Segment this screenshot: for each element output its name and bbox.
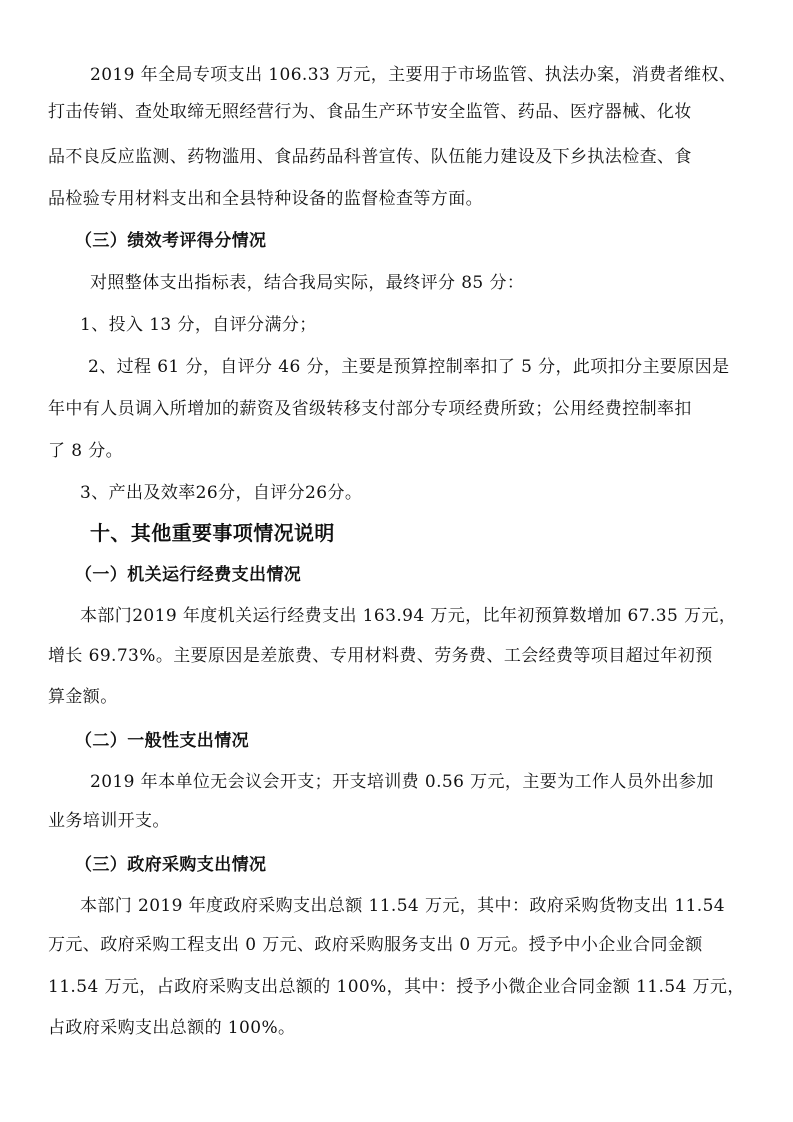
performance-item-3: 3、产出及效率26分，自评分26分。 (80, 483, 363, 503)
special-expenditure-para-line-3: 品不良反应监测、药物滥用、食品药品科普宣传、队伍能力建设及下乡执法检查、食 (48, 147, 692, 167)
general-expenditure-para-line-1: 2019 年本单位无会议会开支；开支培训费 0.56 万元，主要为工作人员外出参加 (90, 772, 714, 792)
performance-item-1: 1、投入 13 分，自评分满分； (80, 315, 317, 335)
special-expenditure-para-line-2: 打击传销、查处取缔无照经营行为、食品生产环节安全监管、药品、医疗器械、化妆 (48, 102, 692, 122)
procurement-para-line-3: 11.54 万元，占政府采购支出总额的 100%，其中：授予小微企业合同金额 11.54 万元， (48, 977, 745, 997)
operating-expenses-para-line-3: 算金额。 (48, 687, 118, 707)
performance-item-2-line-1: 2、过程 61 分，自评分 46 分，主要是预算控制率扣了 5 分，此项扣分主要原因是 (88, 357, 730, 377)
special-expenditure-para-line-1: 2019 年全局专项支出 106.33 万元，主要用于市场监管、执法办案，消费者维权、 (90, 65, 737, 85)
performance-item-2-line-2: 年中有人员调入所增加的薪资及省级转移支付部分专项经费所致；公用经费控制率扣 (48, 399, 692, 419)
performance-item-2-line-3: 了 8 分。 (48, 441, 124, 461)
operating-expenses-heading: （一）机关运行经费支出情况 (75, 565, 302, 585)
general-expenditure-para-line-2: 业务培训开支。 (48, 811, 170, 831)
performance-intro: 对照整体支出指标表，结合我局实际，最终评分 85 分： (90, 273, 525, 293)
procurement-para-line-2: 万元、政府采购工程支出 0 万元、政府采购服务支出 0 万元。授予中小企业合同金额 (48, 935, 703, 955)
procurement-para-line-1: 本部门 2019 年度政府采购支出总额 11.54 万元，其中：政府采购货物支出 11.54 (80, 896, 726, 916)
section-ten-heading: 十、其他重要事项情况说明 (90, 521, 335, 545)
general-expenditure-heading: （二）一般性支出情况 (75, 731, 249, 751)
performance-score-heading: （三）绩效考评得分情况 (75, 231, 267, 251)
special-expenditure-para-line-4: 品检验专用材料支出和全县特种设备的监督检查等方面。 (48, 189, 483, 209)
operating-expenses-para-line-2: 增长 69.73%。主要原因是差旅费、专用材料费、劳务费、工会经费等项目超过年初预 (48, 646, 713, 666)
operating-expenses-para-line-1: 本部门2019 年度机关运行经费支出 163.94 万元，比年初预算数增加 67.35 万元， (80, 606, 737, 626)
procurement-heading: （三）政府采购支出情况 (75, 855, 267, 875)
procurement-para-line-4: 占政府采购支出总额的 100%。 (48, 1018, 296, 1038)
